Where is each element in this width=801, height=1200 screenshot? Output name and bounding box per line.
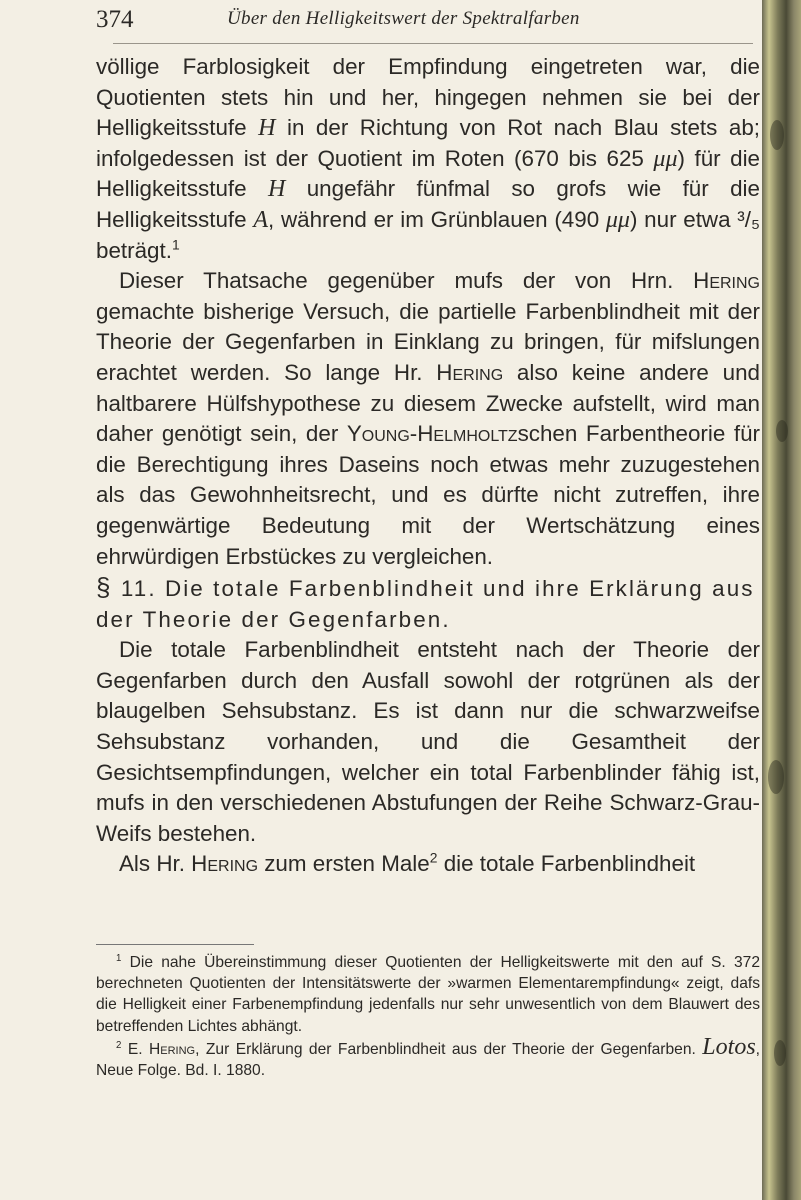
body-text <box>96 52 760 880</box>
paragraph-4 <box>96 849 760 880</box>
footnote-2 <box>96 1033 760 1081</box>
author-name-young-helmholtz: Young-Helmholtz <box>346 421 518 447</box>
section-sign: § <box>96 572 113 603</box>
para1-text-4: ungefähr fünfmal so grofs wie für die Helligkeitsstufe <box>96 176 760 232</box>
footnote-2-text-1: E. <box>121 1040 150 1058</box>
footnote-ref-2[interactable]: 2 <box>429 850 438 867</box>
edge-stain <box>776 420 788 442</box>
para2-text-3: also keine andere und haltbarere Hülfshypothese zu diesem Zwecke aufstellt, wird man daher genötigt sein, der <box>96 359 760 447</box>
edge-stain <box>768 760 784 794</box>
para1-text-2: in der Richtung von Rot nach Blau stets ab; infolgedessen ist der Quotient im Roten (670 bis 625 <box>96 115 760 171</box>
page-number: 374 <box>96 6 134 33</box>
para2-text-2: gemachte bisherige Versuch, die partielle Farbenblindheit mit der Theorie der Gegenfarben in Einklang zu bringen, für mifslungen erachtet werden. So lange Hr. <box>96 298 760 385</box>
para1-symbol-h2: H <box>267 176 286 203</box>
footnote-2-number: 2 <box>116 1040 122 1052</box>
section-title: 11. Die totale Farbenblindheit und ihre Erklärung aus der Theorie der Gegenfarben. <box>96 576 755 632</box>
para1-text-5: , während er im Grünblauen (490 <box>268 206 606 232</box>
para1-symbol-a: A <box>253 206 268 233</box>
para4-text-2: zum ersten Male <box>258 851 430 877</box>
footnote-2-journal: Lotos <box>702 1033 756 1060</box>
footnote-2-text-3: , Neue Folge. Bd. I. 1880. <box>96 1040 760 1080</box>
book-edge-shadow <box>762 0 801 1200</box>
footnote-1 <box>96 952 760 1037</box>
para2-text-1: Dieser Thatsache gegenüber mufs der von Hrn. <box>119 268 694 294</box>
running-head: Über den Helligkeitswert der Spektralfarben <box>227 8 580 29</box>
footnote-ref-1[interactable]: 1 <box>171 236 180 253</box>
footnote-rule <box>96 944 254 945</box>
author-name-hering-2: Hering <box>436 359 504 385</box>
footnote-2-text-2: , Zur Erklärung der Farbenblindheit aus der Theorie der Gegenfarben. <box>195 1040 703 1058</box>
para1-unit-mu2: μμ <box>605 206 630 233</box>
para4-text-1: Als Hr. <box>119 851 192 877</box>
para2-text-4: schen Farbentheorie für die Berechtigung ihres Daseins noch etwas mehr zuzugestehen als das Gewohnheitsrecht, und es dürfte nicht zutreffen, ihre gegenwärtige Bedeutung mit der Wertschätzung eines ehrwürdigen Erbstückes zu vergleichen. <box>96 421 760 569</box>
para1-text-1: völlige Farblosigkeit der Empfindung eingetreten war, die Quotienten stets hin und her, hingegen nehmen sie bei der Helligkeitsstufe <box>96 54 760 141</box>
para1-symbol-h: H <box>258 115 276 142</box>
footnote-1-text: Die nahe Übereinstimmung dieser Quotienten der Helligkeitswerte mit den auf S. 372 berechneten Quotienten der Intensitätswerte der »warmen Elementarempfindung« zeigt, dafs die Helligkeit einer Farbenempfindung jedenfalls nur sehr unwesentlich von dem Blauwert des betreffenden Lichtes abhängt. <box>96 954 760 1035</box>
paragraph-3: Die totale Farbenblindheit entsteht nach der Theorie der Gegenfarben durch den Ausfall sowohl der rotgrünen als der blaugelben Sehsubstanz. Es ist dann nur die schwarzweifse Sehsubstanz vorhanden, und die Gesamtheit der Gesichtsempfindungen, welcher ein total Farbenblinder fähig ist, mufs in den verschiedenen Abstufungen der Reihe Schwarz-Grau-Weifs bestehen. <box>96 637 760 846</box>
footnote-1-number: 1 <box>116 953 122 965</box>
para1-text-6: ) nur etwa ³/₅ beträgt. <box>96 206 760 263</box>
edge-stain <box>770 120 784 150</box>
para4-text-3: die totale Farbenblindheit <box>437 851 696 877</box>
author-name-hering: Hering <box>693 268 760 294</box>
section-heading <box>96 572 760 635</box>
paragraph-1 <box>96 52 760 266</box>
footnote-2-author: Hering <box>149 1040 196 1058</box>
edge-stain <box>774 1040 786 1066</box>
paragraph-2 <box>96 266 760 572</box>
page-header <box>96 6 756 40</box>
para1-unit-mu: μμ <box>653 145 678 172</box>
author-name-hering-3: Hering <box>191 851 259 877</box>
footnotes <box>96 952 760 1081</box>
para1-text-3: ) für die Helligkeitsstufe <box>96 145 760 202</box>
header-rule <box>113 43 753 44</box>
